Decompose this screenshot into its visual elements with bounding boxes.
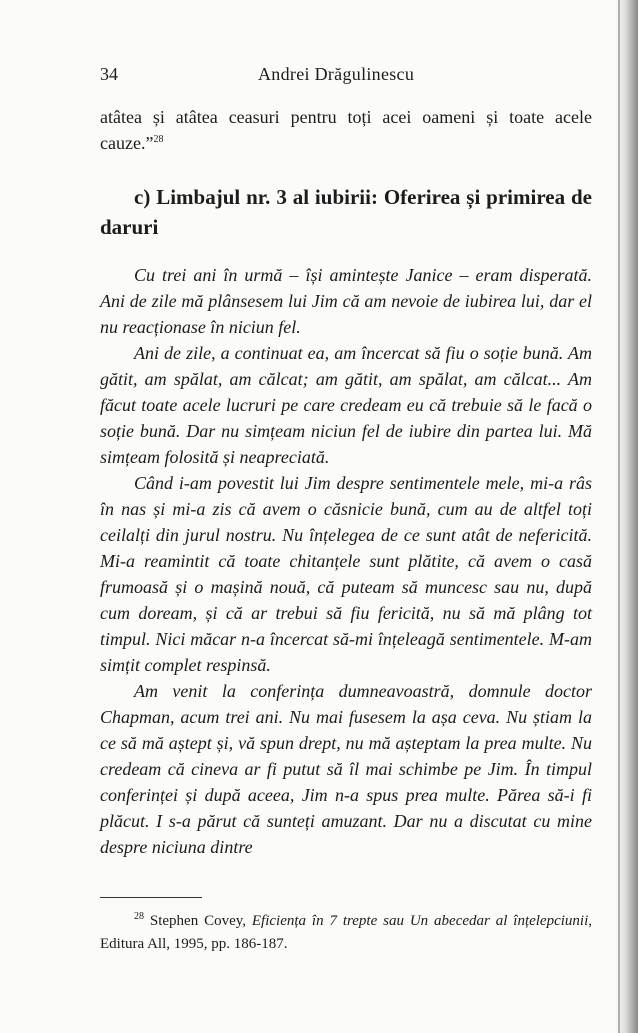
page-edge-line: [618, 0, 620, 1033]
running-head-author: Andrei Drăgulinescu: [258, 64, 415, 84]
page-number: 34: [100, 64, 118, 84]
footnote-number: 28: [134, 911, 144, 922]
footnote: [100, 910, 592, 956]
paragraph-4: Am venit la conferința dumneavoastră, domnule doctor Chapman, acum trei ani. Nu mai fusesem la așa ceva. Nu știam la ce să mă aștept și, vă spun drept, nu mă așteptam la prea multe. Nu credeam că cineva ar fi putut să îl mai schimbe pe Jim. În timpul conferinței și după aceea, Jim n-a spus prea multe. Părea să-i fi plăcut. I s-a părut că sunteți amuzant. Dar nu a discutat cu mine despre niciuna dintre: [100, 681, 592, 857]
body-text: [100, 262, 592, 860]
footnote-details: , Editura All, 1995, pp. 186-187.: [100, 913, 593, 952]
continuation-paragraph: [100, 104, 592, 156]
section-heading: [100, 182, 592, 242]
footnote-author: Stephen Covey,: [149, 913, 252, 929]
section-heading-text: c) Limbajul nr. 3 al iubirii: Oferirea și primirea de daruri: [100, 185, 592, 239]
continuation-block: [100, 104, 592, 156]
footnote-divider: [100, 897, 202, 898]
footnote-reference: 28: [153, 134, 164, 145]
paragraph-1: Cu trei ani în urmă – își amintește Janice – eram disperată. Ani de zile mă plânsesem lui Jim că am nevoie de iubirea lui, dar el nu reacționase în niciun fel.: [100, 265, 592, 337]
running-header: [100, 60, 600, 90]
paragraph-2: Ani de zile, a continuat ea, am încercat să fiu o soție bună. Am gătit, am spălat, am călcat; am gătit, am spălat, am călcat... Am făcut toate acele lucruri pe care credeam eu că trebuie să le facă o soție bună. Dar nu simțeam niciun fel de iubire din partea lui. Mă simțeam folosită și neapreciată.: [100, 343, 592, 467]
continuation-text: atâtea și atâtea ceasuri pentru toți acei oameni și toate acele cauze.”: [100, 107, 592, 153]
footnote-title: Eficiența în 7 trepte sau Un abecedar al înțelepciunii: [251, 913, 589, 929]
paragraph-3: Când i-am povestit lui Jim despre sentimentele mele, mi-a râs în nas și mi-a zis că avem o căsnicie bună, cum au de altfel toți ceilalți din jurul nostru. Nu înțelegea de ce sunt atât de nefericită. Mi-a reamintit că toate chitanțele sunt plătite, că avem o casă frumoasă și o mașină nouă, că puteam să muncesc sau nu, după cum doream, și că ar trebui să fiu fericită, nu să mă plâng tot timpul. Nici măcar n-a încercat să-mi înțeleagă sentimentele. M-am simțit complet respinsă.: [100, 473, 592, 675]
